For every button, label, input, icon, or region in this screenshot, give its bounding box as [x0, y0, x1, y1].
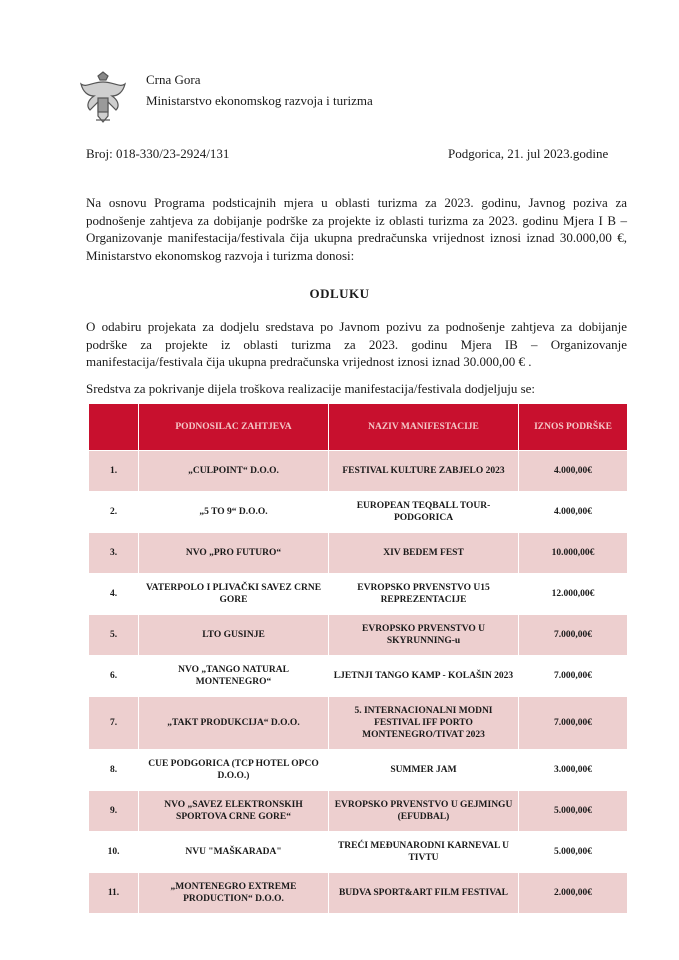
row-number: 4. [89, 574, 139, 615]
row-applicant: VATERPOLO I PLIVAČKI SAVEZ CRNE GORE [139, 574, 329, 615]
row-applicant: NVO „PRO FUTURO“ [139, 533, 329, 574]
row-event: EVROPSKO PRVENSTVO U GEJMINGU (EFUDBAL) [329, 791, 519, 832]
row-event: 5. INTERNACIONALNI MODNI FESTIVAL IFF PORTO MONTENEGRO/TIVAT 2023 [329, 697, 519, 750]
row-event: LJETNJI TANGO KAMP - KOLAŠIN 2023 [329, 656, 519, 697]
row-amount: 7.000,00€ [519, 656, 628, 697]
row-amount: 4.000,00€ [519, 451, 628, 492]
table-row [89, 873, 628, 914]
row-applicant: „5 TO 9“ D.O.O. [139, 492, 329, 533]
row-number: 11. [89, 873, 139, 914]
row-event: XIV BEDEM FEST [329, 533, 519, 574]
header-applicant: PODNOSILAC ZAHTJEVA [139, 404, 329, 451]
row-number: 5. [89, 615, 139, 656]
row-applicant: NVU "MAŠKARADA" [139, 832, 329, 873]
allocation-paragraph: Sredstva za pokrivanje dijela troškova realizacije manifestacija/festivala dodjeljuju se: [86, 381, 536, 396]
table-row [89, 832, 628, 873]
header-number [89, 404, 139, 451]
table-row [89, 615, 628, 656]
row-amount: 4.000,00€ [519, 492, 628, 533]
row-event: EUROPEAN TEQBALL TOUR-PODGORICA [329, 492, 519, 533]
table-row [89, 697, 628, 750]
row-event: EVROPSKO PRVENSTVO U15 REPREZENTACIJE [329, 574, 519, 615]
header-event: NAZIV MANIFESTACIJE [329, 404, 519, 451]
table-row [89, 791, 628, 832]
header-amount: IZNOS PODRŠKE [519, 404, 628, 451]
montenegro-coat-of-arms-icon [78, 70, 128, 124]
row-event: FESTIVAL KULTURE ZABJELO 2023 [329, 451, 519, 492]
row-number: 3. [89, 533, 139, 574]
table-row [89, 750, 628, 791]
row-applicant: „MONTENEGRO EXTREME PRODUCTION“ D.O.O. [139, 873, 329, 914]
row-number: 8. [89, 750, 139, 791]
row-amount: 10.000,00€ [519, 533, 628, 574]
table-row [89, 533, 628, 574]
row-number: 2. [89, 492, 139, 533]
row-number: 10. [89, 832, 139, 873]
document-title: ODLUKU [309, 286, 370, 301]
document-reference: Broj: 018-330/23-2924/131 [86, 146, 230, 161]
row-number: 1. [89, 451, 139, 492]
row-applicant: „CULPOINT“ D.O.O. [139, 451, 329, 492]
row-number: 6. [89, 656, 139, 697]
row-amount: 7.000,00€ [519, 697, 628, 750]
row-amount: 12.000,00€ [519, 574, 628, 615]
row-applicant: NVO „TANGO NATURAL MONTENEGRO“ [139, 656, 329, 697]
row-applicant: CUE PODGORICA (TCP HOTEL OPCO D.O.O.) [139, 750, 329, 791]
table-row [89, 574, 628, 615]
table-row [89, 451, 628, 492]
row-event: TREĆI MEĐUNARODNI KARNEVAL U TIVTU [329, 832, 519, 873]
table-row [89, 492, 628, 533]
row-applicant: „TAKT PRODUKCIJA“ D.O.O. [139, 697, 329, 750]
row-event: EVROPSKO PRVENSTVO U SKYRUNNING-u [329, 615, 519, 656]
table-header-row [89, 404, 628, 451]
row-event: BUDVA SPORT&ART FILM FESTIVAL [329, 873, 519, 914]
country-name: Crna Gora [146, 72, 201, 87]
row-amount: 3.000,00€ [519, 750, 628, 791]
row-amount: 5.000,00€ [519, 832, 628, 873]
row-amount: 5.000,00€ [519, 791, 628, 832]
row-applicant: NVO „SAVEZ ELEKTRONSKIH SPORTOVA CRNE GORE“ [139, 791, 329, 832]
row-applicant: LTO GUSINJE [139, 615, 329, 656]
row-amount: 7.000,00€ [519, 615, 628, 656]
row-event: SUMMER JAM [329, 750, 519, 791]
ministry-name: Ministarstvo ekonomskog razvoja i turizma [146, 93, 373, 108]
table-row [89, 656, 628, 697]
row-number: 9. [89, 791, 139, 832]
decision-paragraph: O odabiru projekata za dodjelu sredstava po Javnom pozivu za podnošenje zahtjeva za dobijanje podrške za projekte iz oblasti turizma za 2023. godinu Mjera IB – Organizovanje manifestacija/festivala čija ukupna predračunska vrijednost iznosi iznad 30.000,00 € . [86, 319, 627, 369]
place-date: Podgorica, 21. jul 2023.godine [448, 146, 609, 161]
grants-table [88, 403, 628, 914]
row-number: 7. [89, 697, 139, 750]
intro-paragraph: Na osnovu Programa podsticajnih mjera u oblasti turizma za 2023. godinu, Javnog poziva za podnošenje zahtjeva za dobijanje podrške za projekte iz oblasti turizma za 2023. godinu Mjera I B – Organizovanje manifestacija/festivala čija ukupna predračunska vrijednost iznosi iznad 30.000,00 €, Ministarstvo ekonomskog razvoja i turizma donosi: [86, 195, 627, 263]
row-amount: 2.000,00€ [519, 873, 628, 914]
